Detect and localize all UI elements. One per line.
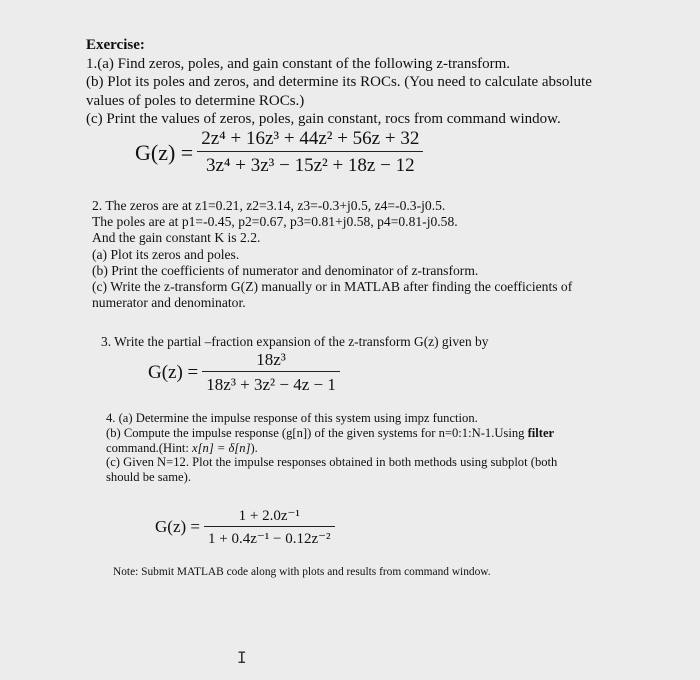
problem-2-section (92, 198, 572, 311)
submission-note: Note: Submit MATLAB code along with plots and results from command window. (113, 566, 491, 578)
exercise-line-4: (c) Print the values of zeros, poles, gain constant, rocs from command window. (86, 111, 561, 127)
equation-3-denominator: 1 + 0.4z⁻¹ − 0.12z⁻² (207, 531, 331, 547)
exercise-line-3: values of poles to determine ROCs.) (86, 92, 305, 109)
problem-2-line-6: (c) Write the z-transform G(Z) manually or in MATLAB after finding the coefficients of (92, 279, 573, 295)
problem-2-line-2: The poles are at p1=-0.45, p2=0.67, p3=0.81+j0.58, p4=0.81-j0.58. (92, 214, 458, 230)
equation-3 (155, 506, 335, 548)
equation-1-fraction (197, 128, 423, 177)
text-cursor-icon: I (237, 648, 247, 667)
equation-2-fraction (202, 350, 340, 395)
equation-2 (148, 350, 340, 395)
hint-suffix: ). (250, 440, 258, 455)
equation-1-lhs: G(z) = (135, 139, 194, 165)
filter-keyword: filter (527, 425, 555, 440)
problem-2-line-3: And the gain constant K is 2.2. (92, 230, 261, 246)
equation-1-numerator: 2z⁴ + 16z³ + 44z² + 56z + 32 (201, 128, 420, 149)
equation-3-numerator: 1 + 2.0z⁻¹ (238, 508, 300, 524)
problem-2-line-4: (a) Plot its zeros and poles. (92, 246, 240, 262)
exercise-line-2: (b) Plot its poles and zeros, and determine its ROCs. (You need to calculate absolute (86, 74, 592, 90)
equation-1 (135, 128, 423, 177)
equation-3-lhs: G(z) = (155, 517, 200, 536)
problem-2-line-5: (b) Print the coefficients of numerator and denominator of z-transform. (92, 262, 479, 278)
problem-4-line-4: (c) Given N=12. Plot the impulse responses obtained in both methods using subplot (both (106, 455, 558, 470)
problem-4-line-2-text: (b) Compute the impulse response (g[n]) of the given systems for n=0:1:N-1.Using (106, 425, 528, 440)
equation-2-numerator: 18z³ (256, 350, 286, 369)
exercise-title: Exercise: (86, 37, 145, 53)
problem-4-section (106, 411, 557, 485)
problem-4-line-1: 4. (a) Determine the impulse response of this system using impz function. (106, 411, 478, 425)
problem-2-line-7: numerator and denominator. (92, 295, 246, 311)
hint-prefix: command.(Hint: (106, 440, 193, 455)
exercise-line-1: 1.(a) Find zeros, poles, and gain constant of the following z-transform. (86, 55, 511, 72)
problem-4-line-2 (106, 426, 557, 441)
equation-2-lhs: G(z) = (148, 361, 199, 383)
problem-2-line-1: 2. The zeros are at z1=0.21, z2=3.14, z3=-0.3+j0.5, z4=-0.3-j0.5. (92, 198, 446, 213)
equation-3-fraction (204, 506, 335, 548)
equation-2-denominator: 18z³ + 3z² − 4z − 1 (206, 375, 336, 394)
hint-math: x[n] = δ[n] (192, 440, 251, 455)
equation-1-denominator: 3z⁴ + 3z³ − 15z² + 18z − 12 (205, 155, 415, 176)
exercise-section (86, 36, 592, 129)
problem-3-text: 3. Write the partial –fraction expansion of the z-transform G(z) given by (101, 334, 489, 349)
problem-4-line-3 (106, 441, 557, 456)
problem-4-line-5: should be same). (106, 470, 191, 485)
